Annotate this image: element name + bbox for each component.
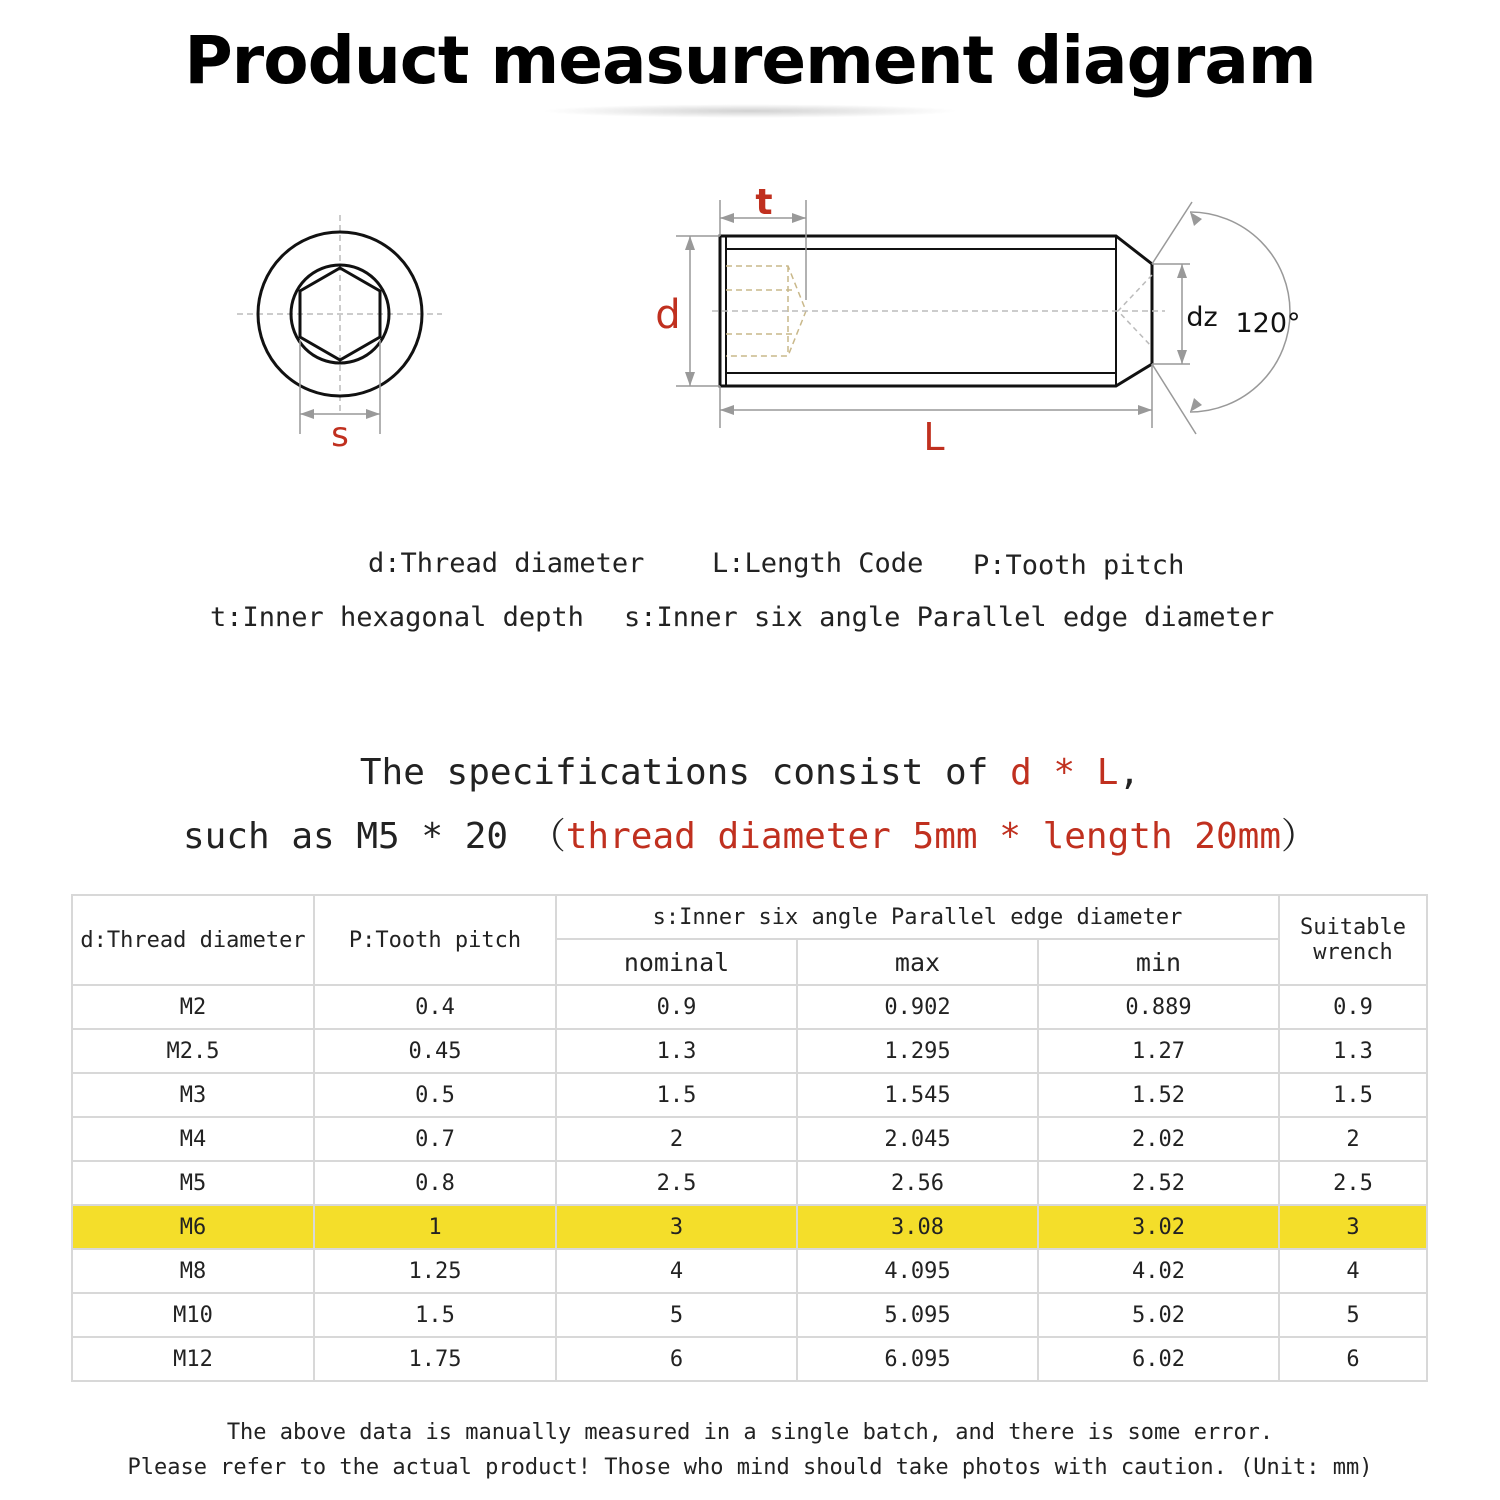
label-t: t xyxy=(755,182,773,223)
label-d: d xyxy=(655,292,681,338)
cell-max: 2.56 xyxy=(797,1161,1038,1205)
spec-line-2-highlight: thread diameter 5mm * length 20mm xyxy=(565,816,1281,857)
cell-thread-diameter: M10 xyxy=(72,1293,314,1337)
cell-nominal: 3 xyxy=(556,1205,797,1249)
cell-min: 3.02 xyxy=(1038,1205,1279,1249)
cell-nominal: 0.9 xyxy=(556,985,797,1029)
cell-wrench: 2 xyxy=(1279,1117,1427,1161)
cell-tooth-pitch: 0.4 xyxy=(314,985,556,1029)
spec-line-2-suffix: ） xyxy=(1281,816,1318,857)
spec-line-2-text: such as M5 * 20 （ xyxy=(182,816,566,857)
header-thread-diameter: d:Thread diameter xyxy=(72,895,314,985)
spec-line-2 xyxy=(0,808,1500,859)
cell-nominal: 1.3 xyxy=(556,1029,797,1073)
cell-max: 1.545 xyxy=(797,1073,1038,1117)
cell-min: 4.02 xyxy=(1038,1249,1279,1293)
cell-tooth-pitch: 0.45 xyxy=(314,1029,556,1073)
cell-wrench: 4 xyxy=(1279,1249,1427,1293)
cell-wrench: 1.3 xyxy=(1279,1029,1427,1073)
cell-max: 4.095 xyxy=(797,1249,1038,1293)
table-row xyxy=(72,1249,1427,1293)
label-s: s xyxy=(331,415,349,455)
spec-line-1-text: The specifications consist of xyxy=(359,752,1011,793)
table-row xyxy=(72,1293,1427,1337)
cell-tooth-pitch: 1.25 xyxy=(314,1249,556,1293)
title-shadow xyxy=(540,104,960,118)
cell-tooth-pitch: 1.5 xyxy=(314,1293,556,1337)
table-body xyxy=(72,985,1427,1381)
cell-min: 1.27 xyxy=(1038,1029,1279,1073)
header-min: min xyxy=(1038,939,1279,985)
cell-nominal: 6 xyxy=(556,1337,797,1381)
spec-line-1-suffix: , xyxy=(1118,752,1141,793)
cell-wrench: 5 xyxy=(1279,1293,1427,1337)
legend-t: t:Inner hexagonal depth xyxy=(210,602,584,633)
header-max: max xyxy=(797,939,1038,985)
cell-min: 5.02 xyxy=(1038,1293,1279,1337)
cell-wrench: 6 xyxy=(1279,1337,1427,1381)
cell-min: 2.02 xyxy=(1038,1117,1279,1161)
legend-s: s:Inner six angle Parallel edge diameter xyxy=(624,602,1275,633)
cell-thread-diameter: M4 xyxy=(72,1117,314,1161)
cell-nominal: 4 xyxy=(556,1249,797,1293)
cell-nominal: 2.5 xyxy=(556,1161,797,1205)
cell-max: 6.095 xyxy=(797,1337,1038,1381)
cell-nominal: 2 xyxy=(556,1117,797,1161)
label-dz: dz xyxy=(1186,302,1218,333)
cell-min: 6.02 xyxy=(1038,1337,1279,1381)
table-row xyxy=(72,1205,1427,1249)
cell-max: 0.902 xyxy=(797,985,1038,1029)
header-s-group: s:Inner six angle Parallel edge diameter xyxy=(556,895,1279,939)
header-suitable-wrench: Suitable wrench xyxy=(1279,895,1427,985)
legend-L: L:Length Code xyxy=(712,548,924,579)
cell-tooth-pitch: 1 xyxy=(314,1205,556,1249)
legend-P: P:Tooth pitch xyxy=(973,550,1185,581)
cell-thread-diameter: M2.5 xyxy=(72,1029,314,1073)
measurement-diagram xyxy=(0,160,1500,490)
legend-d: d:Thread diameter xyxy=(368,548,645,579)
table-row xyxy=(72,1337,1427,1381)
cell-max: 5.095 xyxy=(797,1293,1038,1337)
header-nominal: nominal xyxy=(556,939,797,985)
table-row xyxy=(72,985,1427,1029)
cell-thread-diameter: M5 xyxy=(72,1161,314,1205)
cell-tooth-pitch: 0.7 xyxy=(314,1117,556,1161)
table-row xyxy=(72,1117,1427,1161)
cell-tooth-pitch: 1.75 xyxy=(314,1337,556,1381)
cell-tooth-pitch: 0.5 xyxy=(314,1073,556,1117)
cell-wrench: 1.5 xyxy=(1279,1073,1427,1117)
cell-thread-diameter: M3 xyxy=(72,1073,314,1117)
header-tooth-pitch: P:Tooth pitch xyxy=(314,895,556,985)
spec-line-1-highlight: d * L xyxy=(1010,752,1119,793)
note-line-2: Please refer to the actual product! Those who mind should take photos with caution. (Unit: mm) xyxy=(127,1455,1373,1480)
cell-thread-diameter: M8 xyxy=(72,1249,314,1293)
table-row xyxy=(72,1073,1427,1117)
cell-wrench: 0.9 xyxy=(1279,985,1427,1029)
cell-min: 2.52 xyxy=(1038,1161,1279,1205)
cell-thread-diameter: M6 xyxy=(72,1205,314,1249)
cell-wrench: 2.5 xyxy=(1279,1161,1427,1205)
cell-tooth-pitch: 0.8 xyxy=(314,1161,556,1205)
note-line-1: The above data is manually measured in a single batch, and there is some error. xyxy=(226,1420,1274,1445)
cell-nominal: 1.5 xyxy=(556,1073,797,1117)
cell-max: 3.08 xyxy=(797,1205,1038,1249)
cell-thread-diameter: M12 xyxy=(72,1337,314,1381)
page-title: Product measurement diagram xyxy=(184,22,1316,99)
end-view-drawing xyxy=(237,215,442,434)
cell-min: 1.52 xyxy=(1038,1073,1279,1117)
cell-max: 1.295 xyxy=(797,1029,1038,1073)
spec-table xyxy=(71,894,1428,1382)
label-L: L xyxy=(923,415,945,459)
cell-max: 2.045 xyxy=(797,1117,1038,1161)
cell-nominal: 5 xyxy=(556,1293,797,1337)
cell-wrench: 3 xyxy=(1279,1205,1427,1249)
cell-thread-diameter: M2 xyxy=(72,985,314,1029)
cell-min: 0.889 xyxy=(1038,985,1279,1029)
table-row xyxy=(72,1029,1427,1073)
table-row xyxy=(72,1161,1427,1205)
spec-line-1 xyxy=(0,752,1500,793)
label-angle: 120° xyxy=(1235,308,1301,339)
